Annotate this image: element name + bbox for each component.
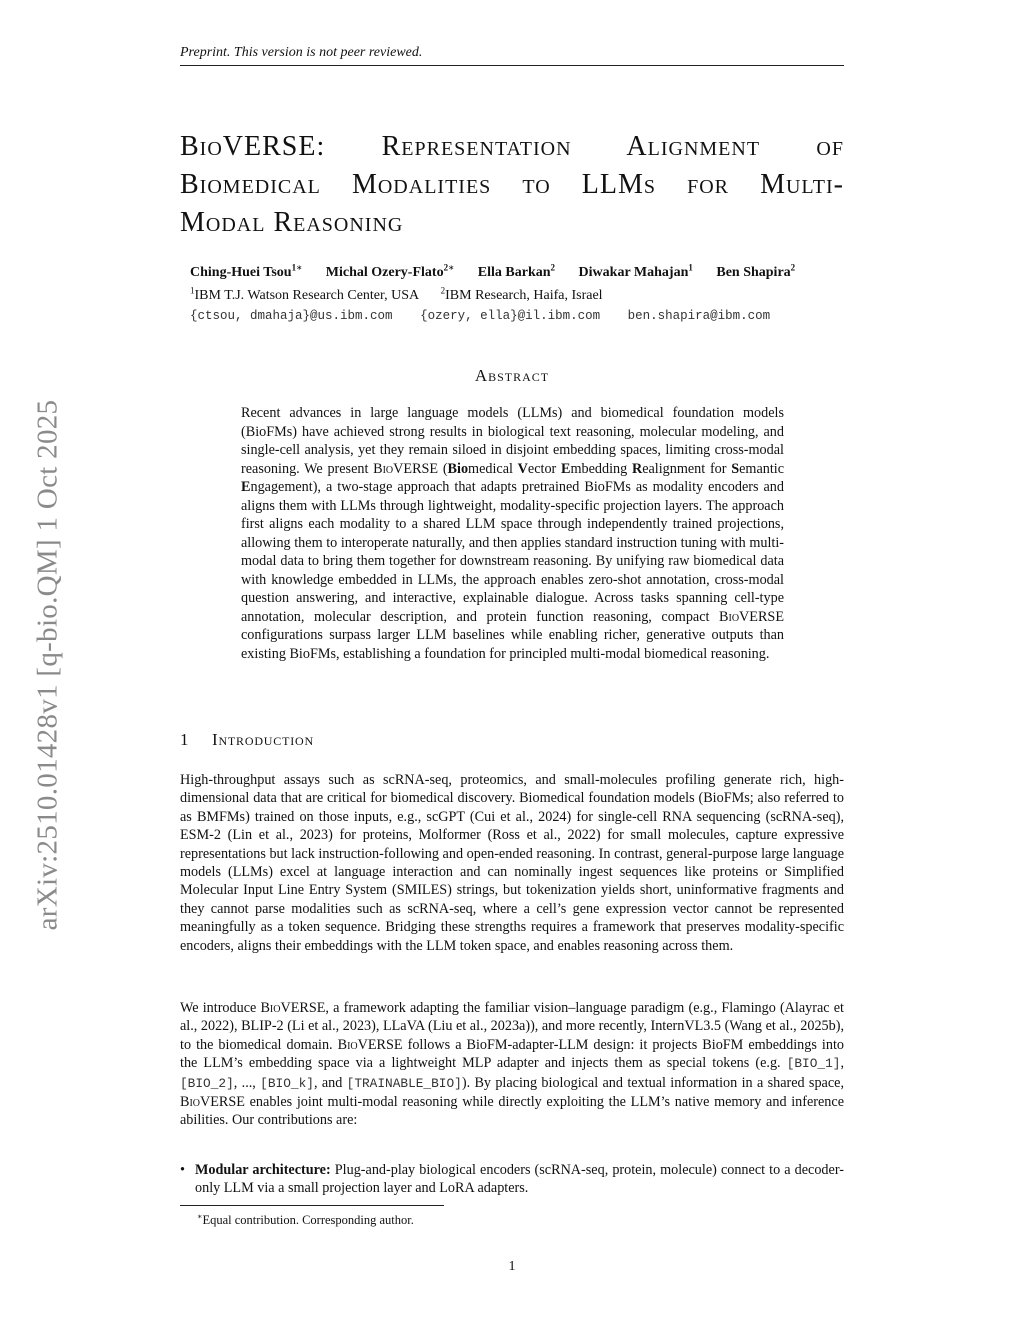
page-number: 1 bbox=[508, 1259, 516, 1274]
intro-paragraph-1: High-throughput assays such as scRNA-seq, proteomics, and small-molecules profiling generate rich, high-dimensional data that are critical for biomedical discovery. Biomedical foundation models (BioFMs; also referred to as BMFMs) trained on those inputs, e.g., scGPT (Cui et al., 2024) for single-cell RNA sequencing (scRNA-seq), ESM-2 (Lin et al., 2023) for proteins, Molformer (Ross et al., 2022) for small molecules, capture expressive representations but lack instruction-following and open-ended reasoning. In contrast, general-purpose large language models (LLMs) excel at language interaction and can nominally ingest sequences like proteins or Simplified Molecular Input Line Entry System (SMILES) strings, but tokenization yields short, uninformative fragments and they cannot parse modalities such as scRNA-seq, where a cell’s gene expression vector cannot be represented meaningfully as a token sequence. Bridging these strengths requires a framework that preserves modality-specific encoders, aligns their embeddings with the LLM token space, and enables reasoning across them. bbox=[180, 772, 844, 954]
bullet-marker: • bbox=[180, 1162, 185, 1178]
author: Diwakar Mahajan$^1$ bbox=[578, 262, 693, 280]
section-heading-introduction bbox=[180, 730, 844, 750]
title-line-1: BioVERSE: Representation Alignment of bbox=[180, 131, 844, 162]
author-names bbox=[190, 258, 850, 282]
footnote-rule bbox=[180, 1205, 444, 1206]
preprint-note: Preprint. This version is not peer reviewed. bbox=[180, 45, 423, 60]
header-rule bbox=[180, 65, 844, 66]
author-block bbox=[190, 258, 850, 326]
bullet-text: Modular architecture: Plug-and-play biological encoders (scRNA-seq, protein, molecule) connect to a decoder-only LLM via a small projection layer and LoRA adapters. bbox=[195, 1162, 844, 1197]
affiliations bbox=[190, 282, 850, 306]
affiliation: $^1$IBM T.J. Watson Research Center, USA bbox=[190, 285, 420, 304]
affiliation: $^2$IBM Research, Haifa, Israel bbox=[440, 285, 603, 304]
abstract-heading: Abstract bbox=[474, 366, 550, 385]
paper-title bbox=[180, 128, 844, 242]
author: Ching-Huei Tsou$^{1∗}$ bbox=[190, 262, 303, 280]
section-number: 1 bbox=[180, 730, 190, 749]
email[interactable]: ben.shapira@ibm.com bbox=[627, 309, 771, 324]
section-title: Introduction bbox=[212, 730, 314, 749]
author-emails bbox=[190, 307, 850, 326]
arxiv-identifier: arXiv:2510.01428v1 [q-bio.QM] 1 Oct 2025 bbox=[31, 399, 64, 931]
footnote: ∗Equal contribution. Corresponding author. bbox=[197, 1212, 414, 1228]
email[interactable]: {ozery, ella}@il.ibm.com bbox=[420, 309, 601, 324]
author: Michal Ozery-Flato$^{2∗}$ bbox=[325, 262, 455, 280]
contribution-bullet bbox=[180, 1161, 844, 1198]
title-line-2: Biomedical Modalities to LLMs for Multi- bbox=[180, 169, 844, 200]
title-line-3: Modal Reasoning bbox=[180, 207, 404, 238]
author: Ben Shapira$^2$ bbox=[716, 262, 796, 280]
author: Ella Barkan$^2$ bbox=[477, 262, 556, 280]
email[interactable]: {ctsou, dmahaja}@us.ibm.com bbox=[190, 309, 393, 324]
abstract-text: Recent advances in large language models (LLMs) and biomedical foundation models (BioFMs) have achieved strong results in biological text reasoning, molecular modeling, and single-cell analysis, yet they remain siloed in disjoint embedding spaces, limiting cross-modal reasoning. We present BioVERSE (Biomedical Vector Embedding Realignment for Semantic Engagement), a two-stage approach that adapts pretrained BioFMs as modality encoders and aligns them with LLMs through lightweight, modality-specific projection layers. The approach first aligns each modality to a shared LLM space through independently trained projections, allowing them to interoperate naturally, and then applies standard instruction tuning with multi-modal data to bring them together for downstream reasoning. By unifying raw biomedical data with knowledge embedded in LLMs, the approach enables zero-shot annotation, cross-modal question answering, and interactive, explainable dialogue. Across tasks spanning cell-type annotation, molecular description, and protein function reasoning, compact BioVERSE configurations surpass larger LLM baselines while enabling richer, generative outputs than existing BioFMs, establishing a foundation for principled multi-modal biomedical reasoning. bbox=[241, 405, 785, 662]
intro-paragraph-2: We introduce BioVERSE, a framework adapting the familiar vision–language paradigm (e.g., Flamingo (Alayrac et al., 2022), BLIP-2 (Li et al., 2023), LLaVA (Liu et al., 2023a)), and more recently, InternVL3.5 (Wang et al., 2025b), to the biomedical domain. BioVERSE follows a BioFM-adapter-LLM design: it projects BioFM embeddings into the LLM’s embedding space via a lightweight MLP adapter and injects them as special tokens (e.g. [BIO_1], [BIO_2], ..., [BIO_k], and [TRAINABLE_BIO]). By placing biological and textual information in a shared space, BioVERSE enables joint multi-modal reasoning while directly exploiting the LLM’s native memory and inference abilities. Our contributions are: bbox=[180, 1000, 844, 1129]
